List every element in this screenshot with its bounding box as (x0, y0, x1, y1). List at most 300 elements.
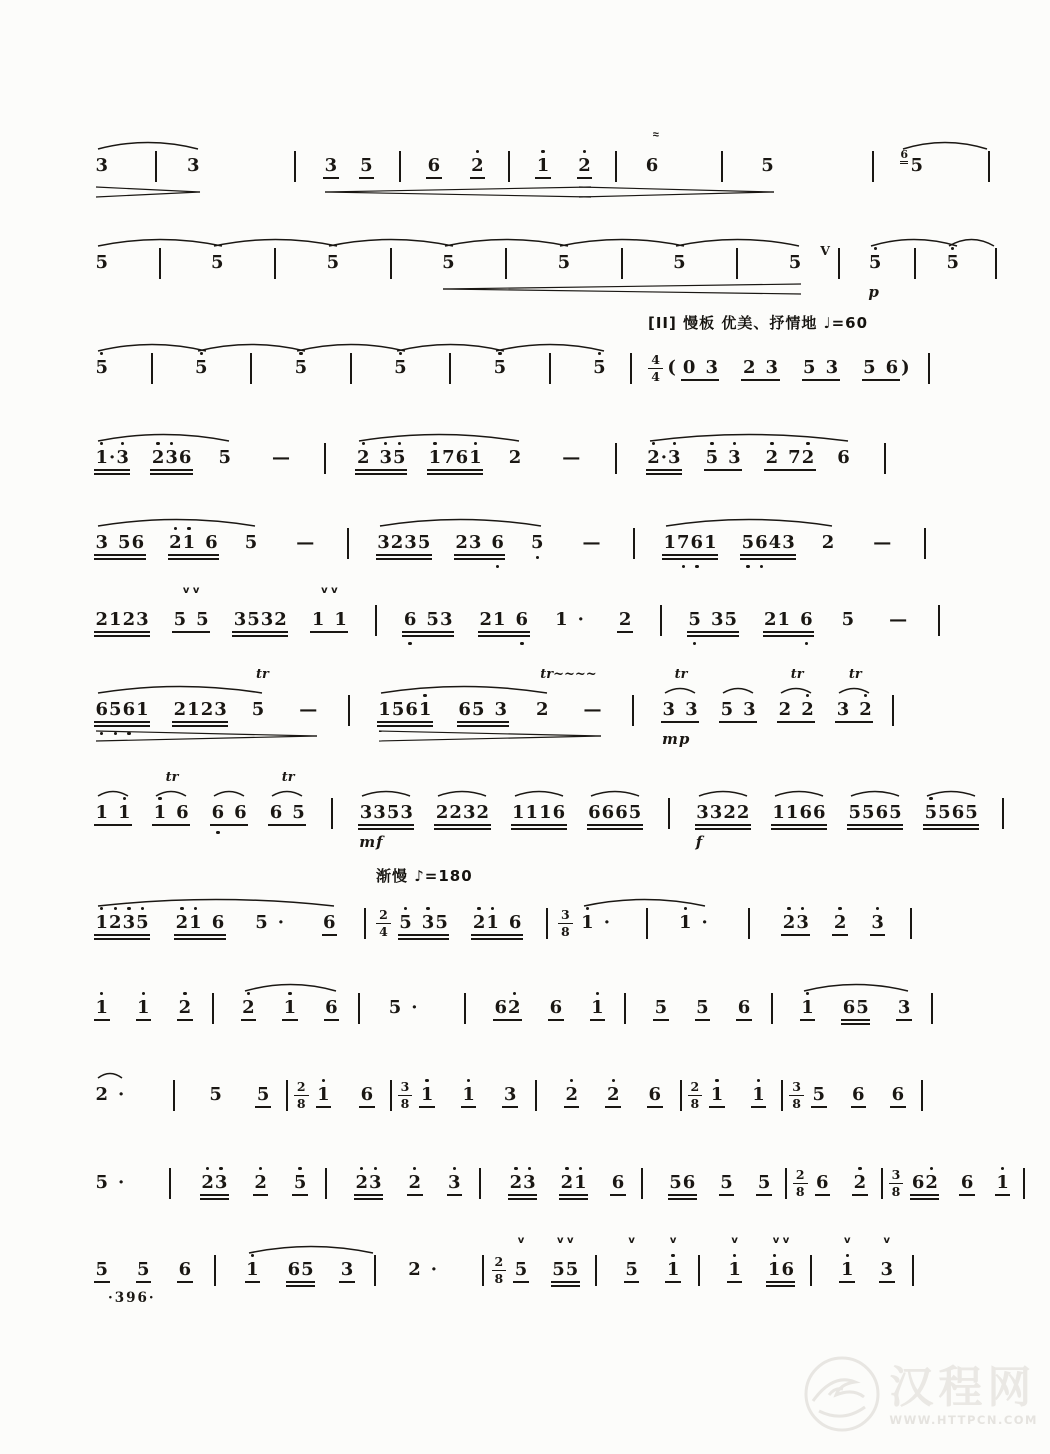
barline (479, 1168, 481, 1199)
time-signature: 2 4 (376, 908, 391, 937)
watermark-site-url: WWW.HTTPCN.COM (889, 1413, 1038, 1427)
barline (621, 248, 623, 279)
slur-arc (379, 512, 542, 528)
note-group: 5 (95, 352, 109, 384)
note-group: 5 6 (669, 1167, 696, 1199)
time-signature: 2 8 (793, 1168, 808, 1197)
score-line (95, 585, 956, 636)
note-group: — (583, 699, 602, 720)
barline (169, 1168, 171, 1199)
note-group: 0 3 (682, 352, 718, 384)
note-group: 1 (462, 1079, 476, 1111)
score-line (95, 1235, 942, 1286)
accent-mark: v (628, 1235, 635, 1246)
note-group: 6 (837, 447, 850, 468)
note-group: 2 2 3 2 (435, 797, 489, 829)
note-group: 6 (816, 1167, 830, 1199)
note-group: 3 (95, 155, 109, 176)
barline (633, 528, 635, 559)
note-group: 3 (324, 150, 338, 182)
note-group: 2 (242, 992, 256, 1024)
barline (390, 1080, 392, 1111)
slur-arc (361, 782, 411, 798)
note-group: 6 5 3 (403, 604, 453, 636)
barline (324, 443, 326, 474)
note-group: 1 v (666, 1254, 680, 1286)
note-group: 5 (256, 1079, 270, 1111)
score-line (95, 129, 1016, 182)
score-line (95, 1167, 1045, 1199)
note-group: ( (667, 357, 676, 378)
note-group: 5 6 4 3 (741, 527, 795, 559)
note-group: 6 (323, 907, 337, 939)
barline (624, 993, 626, 1024)
note-group: 6 5 tr (269, 797, 305, 829)
barline (374, 1255, 376, 1286)
note-group: 5 (360, 150, 374, 182)
barline (632, 695, 634, 726)
dynamic-mark: p (868, 283, 880, 301)
slur-arc (665, 512, 833, 528)
barline (892, 695, 894, 726)
slur-arc (97, 135, 199, 151)
note-group: 1 1 6 6 (772, 797, 826, 829)
note-group: 6 5 (900, 147, 923, 176)
note-group: 1 (246, 1254, 260, 1286)
barline (347, 528, 349, 559)
note-group: 5 (696, 992, 710, 1024)
tempo-annotation: 渐慢 ♪=180 (376, 867, 473, 885)
barline (771, 993, 773, 1024)
note-group: 3 5 6 (95, 527, 145, 559)
barline (155, 151, 157, 182)
note-group: 6 5 6 1 (95, 694, 149, 726)
note-group: 3 (503, 1079, 517, 1111)
note-group: — (889, 609, 908, 630)
note-group: 2 (578, 150, 592, 182)
barline (938, 605, 940, 636)
barline (884, 443, 886, 474)
note-group: 5 (493, 352, 507, 384)
grace-note: 6 (900, 149, 908, 164)
note-group: 1 6 v v (767, 1254, 794, 1286)
note-group: 2 1 (560, 1167, 587, 1199)
barline (331, 798, 333, 829)
note-group: 6 ≈ (645, 129, 659, 176)
slur-arc (948, 232, 995, 248)
barline (364, 908, 366, 939)
note-group: 5 (209, 1084, 222, 1105)
note-group: — (271, 447, 290, 468)
note-group: 1 (801, 992, 815, 1024)
note-group: 2 (408, 1167, 422, 1199)
note-group: 5 3 (803, 352, 839, 384)
note-group: 1 2 3 5 (95, 907, 149, 939)
note-group: 2 tr~~~~ (536, 667, 597, 720)
note-group: 5 (946, 247, 960, 279)
score-line (95, 992, 961, 1024)
note-group: 5 · (95, 1172, 125, 1193)
slur-arc (396, 337, 505, 353)
slur-arc (97, 892, 335, 908)
note-group: 5 tr (251, 667, 269, 720)
slur-arc (97, 337, 207, 353)
watermark-logo-icon (799, 1351, 885, 1442)
note-group: 2 · (408, 1259, 438, 1280)
trill-mark: tr~~~~ (540, 667, 597, 682)
note-group: 5 (137, 1254, 151, 1286)
score-line (95, 1079, 951, 1111)
accent-mark: v (843, 1235, 851, 1246)
note-group: 5 (673, 252, 686, 273)
slur-arc (444, 232, 569, 248)
barline (881, 1168, 883, 1199)
note-group: 2 · 3 (647, 442, 681, 474)
barline (680, 1080, 682, 1111)
note-group: 6 (178, 1254, 192, 1286)
breath-mark: V (820, 242, 830, 258)
slur-arc (870, 232, 958, 248)
note-group: 5 (326, 252, 340, 273)
note-group: 6 5 (842, 992, 869, 1024)
note-group: 2 (254, 1167, 268, 1199)
note-group: 2 (833, 907, 847, 939)
note-group: 2 3 6 (151, 442, 192, 474)
slur-arc (358, 427, 520, 443)
barline (668, 798, 670, 829)
slur-arc (248, 1239, 374, 1255)
barline (1002, 798, 1004, 829)
slur-arc (380, 679, 548, 695)
mordent-icon: ≈ (652, 129, 659, 141)
barline (914, 248, 916, 279)
note-group: 2 3 (509, 1167, 536, 1199)
note-group: 2 1 6 (472, 907, 522, 939)
note-group: 1 (137, 992, 151, 1024)
note-group: 5 (394, 352, 408, 384)
dynamic-mark: mp (662, 730, 691, 748)
slur-arc (97, 427, 230, 443)
time-signature: 4 4 (648, 353, 663, 382)
barline (535, 1080, 537, 1111)
barline (924, 528, 926, 559)
barline (646, 908, 648, 939)
note-group: 6 (960, 1167, 974, 1199)
note-group: 6 (549, 992, 563, 1024)
page-number: ·396· (108, 1290, 156, 1306)
barline (872, 151, 874, 182)
barline (810, 1255, 812, 1286)
tempo-annotation: [II] 慢板 优美、抒情地 ♩=60 (648, 314, 869, 332)
note-group: 5 (211, 252, 224, 273)
note-group: 5 3 (705, 442, 741, 474)
note-group: 1 v (840, 1254, 854, 1286)
accent-mark: v (517, 1235, 525, 1246)
slur-arc (722, 679, 754, 695)
note-group: 6 (891, 1079, 905, 1111)
time-signature: 2 8 (492, 1255, 507, 1284)
barline (988, 151, 990, 182)
score-line (95, 667, 910, 748)
note-group: 6 2 (494, 992, 521, 1024)
note-group: 6 5 3 (458, 694, 508, 726)
barline (912, 1255, 914, 1286)
barline (736, 248, 738, 279)
note-group: — (299, 699, 318, 720)
barline (549, 353, 551, 384)
barline (482, 1255, 484, 1286)
slur-arc (583, 892, 706, 908)
barline (595, 1255, 597, 1286)
crescendo-hairpin (442, 283, 802, 295)
note-group: 1 · 3 (95, 442, 129, 474)
barline (641, 1168, 643, 1199)
note-group: — (582, 532, 601, 553)
note-group: 5 (195, 352, 209, 384)
note-group: 5 (244, 532, 258, 553)
barline (350, 353, 352, 384)
note-group: 5 6 (863, 352, 899, 384)
accent-mark: v (669, 1235, 677, 1246)
barline (250, 353, 252, 384)
note-group: 2 3 (782, 907, 809, 939)
note-group: 3 2 3 5 (377, 527, 431, 559)
note-group: 3 (448, 1167, 462, 1199)
barline (294, 151, 296, 182)
note-group: 5 (294, 352, 308, 384)
decrescendo-hairpin (95, 186, 201, 198)
barline (449, 353, 451, 384)
note-group: 3 (897, 992, 911, 1024)
time-signature: 3 8 (398, 1080, 413, 1109)
slur-arc (296, 337, 406, 353)
note-group: 5 (593, 352, 607, 384)
note-group: 2 3 (742, 352, 778, 384)
barline (286, 1080, 288, 1111)
note-group: 3 (187, 155, 200, 176)
note-group: 5 5 v v (173, 604, 209, 636)
watermark-site-name: 汉程网 (889, 1362, 1037, 1413)
barline (910, 908, 912, 939)
barline (748, 908, 750, 939)
barline (214, 1255, 216, 1286)
note-group: 1 (95, 992, 109, 1024)
barline (274, 248, 276, 279)
note-group: 3 5 3 2 (233, 604, 287, 636)
note-group: 3 3 2 2 f (695, 802, 750, 851)
note-group: 2 3 5 (356, 442, 406, 474)
barline (464, 993, 466, 1024)
note-group: 5 (761, 155, 774, 176)
note-group: 5 (654, 992, 668, 1024)
trill-mark: tr (790, 667, 804, 682)
slur-arc (850, 782, 900, 798)
note-group: 5 (530, 527, 544, 559)
note-group: 3 (871, 907, 885, 939)
note-group: 1 (752, 1079, 766, 1111)
slur-arc (97, 782, 129, 798)
note-group: 3 2 tr (836, 694, 872, 726)
note-group: 2 (606, 1079, 620, 1111)
note-group: 5 (293, 1167, 307, 1199)
note-group: 3 3 5 3 mf (359, 802, 413, 851)
note-group: 3 3 tr mp (662, 667, 698, 748)
note-group: 6 5 (287, 1254, 314, 1286)
barline (212, 993, 214, 1024)
barline (390, 248, 392, 279)
slur-arc (495, 337, 605, 353)
slur-arc (926, 782, 976, 798)
note-group: 5 3 5 (688, 604, 738, 636)
slur-arc (675, 232, 800, 248)
barline (348, 695, 350, 726)
note-group: 1 7 6 1 (663, 527, 717, 559)
note-group: 1 5 6 1 (378, 694, 432, 726)
note-group: 1 1 v v (311, 604, 347, 636)
note-group: 2 1 6 (169, 527, 219, 559)
spacer (826, 166, 846, 167)
time-signature: 3 8 (558, 908, 573, 937)
barline (921, 1080, 923, 1111)
trill-mark: tr (255, 667, 269, 682)
note-group: 2 (821, 532, 835, 553)
note-group: 5 (218, 447, 231, 468)
note-group: 5 (95, 1254, 109, 1286)
note-group: 6 (325, 992, 339, 1024)
note-group: 5 (812, 1079, 826, 1111)
note-group: 1 v (728, 1254, 742, 1286)
accent-mark: v v (182, 585, 200, 596)
note-group: 6 (852, 1079, 866, 1111)
dynamic-mark: f (695, 833, 704, 851)
note-group: 1 (317, 1079, 331, 1111)
barline (698, 1255, 700, 1286)
note-group: 1 7 6 1 (428, 442, 482, 474)
note-group: ) (901, 357, 910, 378)
trill-mark: tr (674, 667, 688, 682)
time-signature: 3 8 (889, 1168, 904, 1197)
time-signature: 2 8 (294, 1080, 309, 1109)
decrescendo-hairpin (378, 730, 602, 742)
note-group: 2 1 6 (175, 907, 225, 939)
note-group: 5 (788, 252, 802, 273)
note-group: 2 (471, 150, 485, 182)
slur-arc (559, 232, 685, 248)
note-group: 1 (420, 1079, 434, 1111)
note-group: — (562, 447, 581, 468)
slur-arc (97, 1064, 123, 1080)
note-group: 6 (427, 150, 441, 182)
barline (781, 1080, 783, 1111)
barline (375, 605, 377, 636)
note-group: 5 3 5 (399, 907, 449, 939)
crescendo-hairpin (324, 186, 592, 198)
note-group: 5 5 6 5 (924, 797, 978, 829)
note-group: 6 2 (911, 1167, 938, 1199)
score-line (95, 314, 956, 384)
note-group: 1 (996, 1167, 1010, 1199)
barline (721, 151, 723, 182)
dynamic-mark: mf (359, 833, 384, 851)
note-group: 5 5 v v (552, 1254, 579, 1286)
note-group: 5 p (868, 247, 882, 279)
note-group: 5 (557, 252, 571, 273)
note-group: 1 · (581, 907, 611, 939)
accent-mark: v v (321, 585, 338, 596)
barline (995, 248, 997, 279)
note-group: 5 v (625, 1254, 639, 1286)
slur-arc (213, 782, 245, 798)
note-group: 2 3 (201, 1167, 228, 1199)
score-line (95, 867, 928, 939)
slur-arc (514, 782, 564, 798)
time-signature: 3 8 (789, 1080, 804, 1109)
note-group: 2 (178, 992, 192, 1024)
barline (928, 353, 930, 384)
barline (399, 151, 401, 182)
slur-arc (803, 977, 909, 993)
barline (151, 353, 153, 384)
note-group: 2 (853, 1167, 867, 1199)
note-group: 2 2 tr (778, 694, 814, 726)
note-group: 2 1 2 3 (173, 694, 227, 726)
barline (838, 248, 840, 279)
note-group: 3 (340, 1254, 354, 1286)
trill-mark: tr (165, 770, 179, 785)
slur-arc (437, 782, 487, 798)
note-group: 5 (95, 252, 109, 273)
note-group: 1 (710, 1079, 724, 1111)
note-group: 1 (591, 992, 605, 1024)
barline (173, 1080, 175, 1111)
accent-mark: v v (557, 1235, 574, 1246)
spacer (244, 166, 268, 167)
note-group: 5 (841, 609, 855, 630)
barline (660, 605, 662, 636)
note-group: 2 3 (355, 1167, 382, 1199)
note-group: 1 1 (95, 797, 131, 829)
note-group: 2 (508, 447, 522, 468)
barline (615, 443, 617, 474)
score-line (95, 527, 944, 559)
note-group: 1 (536, 150, 550, 182)
note-group: 2 · (95, 1084, 125, 1105)
slur-arc (328, 232, 454, 248)
slur-arc (97, 232, 223, 248)
trill-mark: tr (848, 667, 862, 682)
barline (325, 1168, 327, 1199)
note-group: 6 6 6 5 (588, 797, 642, 829)
note-group: 1 (283, 992, 297, 1024)
note-group: 2 3 6 (455, 527, 505, 559)
note-group: 5 (720, 1167, 734, 1199)
note-group: 5 (757, 1167, 771, 1199)
note-group: 1 6 tr (153, 797, 189, 829)
accent-mark: v v (772, 1235, 790, 1246)
note-group: — (296, 532, 315, 553)
slur-arc (902, 135, 988, 151)
note-group: 6 (611, 1167, 625, 1199)
accent-mark: v (883, 1235, 891, 1246)
slur-arc (590, 782, 640, 798)
note-group: 5 · (388, 997, 418, 1018)
note-group: 5 v (514, 1254, 528, 1286)
slur-arc (698, 782, 748, 798)
note-group: 1 1 1 6 (512, 797, 566, 829)
note-group: 6 (737, 992, 751, 1024)
decrescendo-hairpin (578, 186, 775, 198)
note-group: 2 (565, 1079, 579, 1111)
